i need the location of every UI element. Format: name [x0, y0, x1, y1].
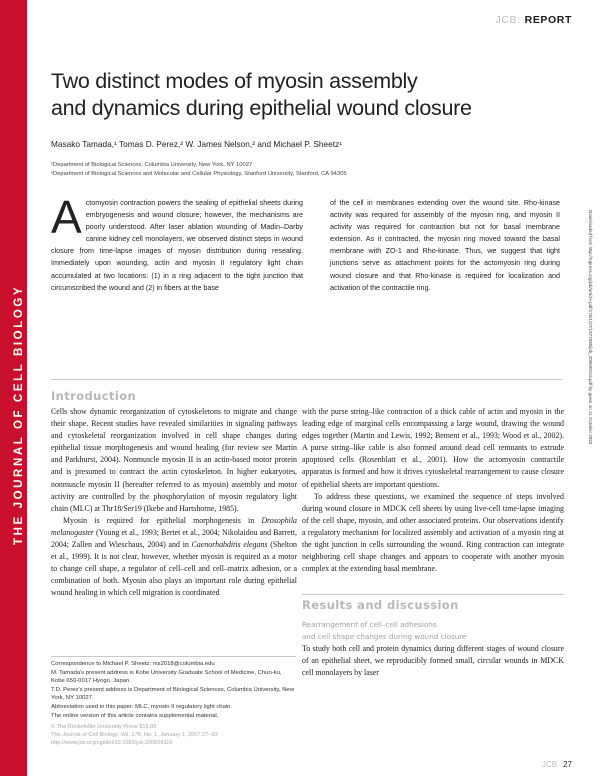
intro-paragraph-4: To address these questions, we examined the sequence of steps involved during wound closure in MDCK cell sheets by using live-cell time-lapse imaging of the cell shape, myosin, and other associated proteins. Our observations identify a regulatory mechanism for localized assembly and activation of a myosin ring at the tight junction in cells surrounding the wound. Ring contraction can integrate neighboring cell shape changes and appears to cooperate with another myosin complex at the extending basal membrane.	[302, 491, 564, 574]
title-line-2: and dynamics during epithelial wound closure	[51, 96, 472, 120]
page-number	[542, 760, 572, 769]
section-label: REPORT	[524, 14, 572, 26]
intro-p2-part-a: Myosin is required for epithelial morphogenesis in	[63, 515, 262, 525]
journal-short: JCB:	[495, 14, 521, 26]
abstract-left	[51, 191, 303, 294]
affiliation-1: ¹Department of Biological Sciences, Columbia University, New York, NY 10027	[51, 162, 253, 168]
results-subheading-line-1: Rearrangement of cell–cell adhesions	[302, 620, 437, 629]
intro-paragraph-2	[51, 515, 297, 600]
introduction-heading: Introduction	[51, 389, 137, 403]
title-line-1: Two distinct modes of myosin assembly	[51, 69, 418, 93]
results-paragraph: To study both cell and protein dynamics during different stages of wound closure of an epithelial sheet, we reproducibly formed small, circular wounds in MDCK cell monolayers by laser	[302, 644, 564, 678]
copyright-line: © The Rockefeller University Press $15.00	[51, 724, 157, 730]
intro-p2-part-c: (Shelton et al., 1999). It is not clear, however, whether myosin is required as a motor to change cell shape, a regulator of cell–cell and cell–matrix adhesion, or a combination of both. Myosin also plays an important role during epithelial wound healing in which cell migration is coordinated	[51, 540, 297, 598]
download-watermark: Downloaded from http://rupress.org/jcb/article-pdf/176/1/27/1877580/jcb_200609116.pdf by guest on 11 October 2023	[588, 210, 593, 445]
author-list: Masako Tamada,¹ Tomas D. Perez,² W. James Nelson,² and Michael P. Sheetz¹	[51, 139, 342, 149]
intro-p2-part-b: (Young et al., 1993; Bertet et al., 2004; Nikolaidou and Barrett, 2004; Zallen and Wieschaus, 2004) and in	[51, 527, 297, 550]
page-number-value: 27	[563, 760, 572, 769]
journal-name-vertical: THE JOURNAL OF CELL BIOLOGY	[13, 284, 25, 545]
section-divider-results	[302, 594, 564, 595]
publisher-footer	[51, 723, 218, 747]
results-subheading	[302, 619, 564, 643]
abstract-dropcap: A	[51, 191, 82, 243]
intro-paragraph-1: Cells show dynamic reorganization of cytoskeletons to migrate and change their shape. Recent studies have revealed similarities in signaling pathways and cytoskeletal reorganization involved in cell shape changes during epithelial tissue morphogenesis and wound healing (for review see Martin and Parkhurst, 2004). Nonmuscle myosin II is an actin-based motor protein and is presumed to contract the actin cytoskeleton. In higher eukaryotes, nonmuscle myosin II (hereafter referred to as myosin) assembly and motor activity are controlled by the phosphorylation of myosin regulatory light chain (MLC) at Thr18/Ser19 (Ikebe and Hartshorne, 1985).	[51, 407, 297, 513]
species-celegans: Caenorhabditis elegans	[191, 540, 268, 550]
abstract-left-text: ctomyosin contraction powers the sealing of epithelial sheets during embryogenesis and wound closure; however, the mechanisms are poorly understood. After laser ablation wounding of Madin–Darby canine kidney cell monolayers, we observed distinct steps in wound closure from time-lapse images of myosin distribution during resealing. Immediately upon wounding, actin and myosin II regulatory light chain accumulated at two locations: (1) in a ring adjacent to the tight junction that circumscribed the wound and (2) in fibers at the base	[51, 199, 303, 292]
intro-left-column	[51, 406, 297, 600]
correspondence-note: Correspondence to Michael P. Sheetz: ms2018@columbia.edu	[51, 661, 215, 667]
results-heading: Results and discussion	[302, 598, 459, 612]
intro-paragraph-3: with the purse string–like contraction of a thick cable of actin and myosin in the leading edge of marginal cells encompassing a large wound, drawing the wound edges together (Martin and Lewis, 1992; Bement et al., 1993; Wood et al., 2002). A purse string–like cable is also formed around dead cell remnants to extrude apoptosed cells (Rosenblatt et al., 2001). How the actomyosin contractile apparatus is formed and how it drives cytoskeletal rearrangement to cause closure of epithelial sheets are important questions.	[302, 407, 564, 489]
article-title	[51, 68, 571, 122]
intro-right-column	[302, 406, 564, 575]
species-drosophila: Drosophila melanogaster	[51, 515, 297, 537]
section-divider-intro	[51, 379, 562, 380]
present-address-note-1: M. Tamada's present address is Kobe University Graduate School of Medicine, Chuo-ku, Kobe 650-0017 Hyogo, Japan.	[51, 669, 282, 685]
citation-line: The Journal of Cell Biology, Vol. 176, No. 1, January 1, 2007 27–33	[51, 732, 218, 739]
present-address-note-2: T.D. Perez's present address is Department of Biological Sciences, Columbia University, New York, NY 10027.	[51, 686, 294, 702]
footnotes	[51, 660, 296, 720]
page-journal-short: JCB	[541, 760, 558, 769]
doi-link[interactable]: http://www.jcb.org/cgi/doi/10.1083/jcb.200609116	[51, 740, 173, 747]
abbreviation-note: Abbreviation used in this paper: MLC, myosin II regulatory light chain.	[51, 703, 233, 710]
results-subheading-line-2: and cell shape changes during wound closure	[302, 632, 467, 641]
section-tag	[495, 14, 572, 26]
notes-divider	[51, 656, 296, 657]
online-note: The online version of this article contains supplemental material.	[51, 712, 219, 719]
affiliation-2: ²Department of Biological Sciences and Molecular and Cellular Physiology, Stanford University, Stanford, CA 94305	[51, 171, 347, 177]
abstract-right: of the cell in membranes extending over the wound site. Rho-kinase activity was required for assembly of the myosin ring, and myosin II activity was required for contraction but not for basal membrane extension. As it contracted, the myosin ring moved toward the basal membrane with ZO-1 and Rho-kinase. Thus, we suggest that tight junctions serve as attachment points for the actomyosin ring during wound closure and that Rho-kinase is required for localization and activation of the contractile ring.	[330, 199, 560, 292]
